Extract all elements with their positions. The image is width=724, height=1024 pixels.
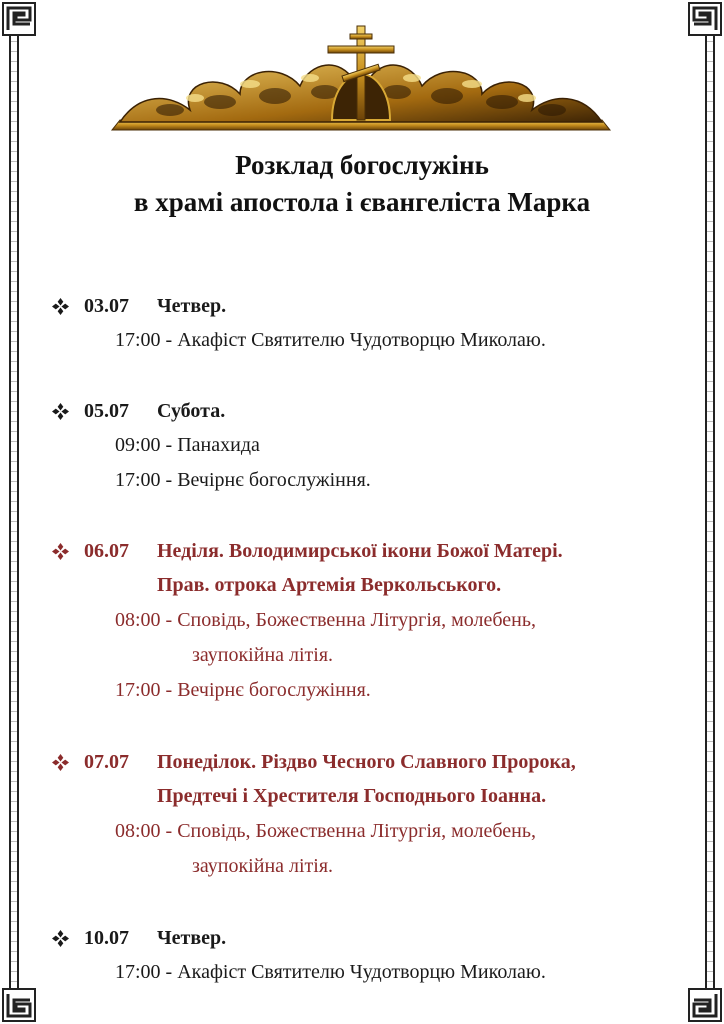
entry-day-continued: Прав. отрока Артемія Веркольського.	[157, 574, 502, 596]
service-line: 08:00 - Сповідь, Божественна Літургія, молебень,	[115, 609, 536, 631]
schedule-entry-feast	[52, 745, 694, 884]
page-title	[40, 147, 684, 221]
entry-date: 10.07	[84, 927, 129, 949]
schedule-entry-feast	[52, 534, 694, 708]
service-line: 17:00 - Акафіст Святителю Чудотворцю Миколаю.	[115, 961, 546, 983]
schedule-entry	[52, 289, 694, 358]
greek-key-corner-icon	[2, 2, 36, 36]
four-diamond-bullet-icon	[52, 543, 69, 560]
entry-date: 05.07	[84, 400, 129, 422]
four-diamond-bullet-icon	[52, 298, 69, 315]
service-line: 17:00 - Вечірнє богослужіння.	[115, 469, 371, 491]
schedule-entry	[52, 394, 694, 498]
entry-date: 06.07	[84, 540, 129, 562]
service-line: 17:00 - Акафіст Святителю Чудотворцю Миколаю.	[115, 329, 546, 351]
service-line: 09:00 - Панахида	[115, 434, 260, 456]
entry-day: Субота.	[157, 400, 226, 422]
iconostasis-ornament	[110, 22, 612, 132]
service-line: 17:00 - Вечірнє богослужіння.	[115, 679, 371, 701]
four-diamond-bullet-icon	[52, 403, 69, 420]
entry-day: Понеділок. Різдво Чесного Славного Пророка,	[157, 751, 576, 773]
schedule-entry	[52, 921, 694, 990]
left-border	[9, 22, 19, 1002]
four-diamond-bullet-icon	[52, 930, 69, 947]
service-line: 08:00 - Сповідь, Божественна Літургія, молебень,	[115, 820, 536, 842]
entry-date: 03.07	[84, 295, 129, 317]
right-border	[705, 22, 715, 1002]
greek-key-corner-icon	[2, 988, 36, 1022]
four-diamond-bullet-icon	[52, 754, 69, 771]
greek-key-corner-icon	[688, 988, 722, 1022]
entry-day: Четвер.	[157, 295, 227, 317]
greek-key-corner-icon	[688, 2, 722, 36]
entry-day: Неділя. Володимирської ікони Божої Матері.	[157, 540, 563, 562]
service-line: заупокійна літія.	[192, 855, 334, 877]
title-line-1: Розклад богослужінь	[235, 150, 489, 180]
entry-day-continued: Предтечі і Хрестителя Господнього Іоанна.	[157, 785, 547, 807]
entry-day: Четвер.	[157, 927, 227, 949]
title-line-2: в храмі апостола і євангеліста Марка	[133, 187, 591, 217]
entry-date: 07.07	[84, 751, 129, 773]
service-line: заупокійна літія.	[192, 644, 334, 666]
